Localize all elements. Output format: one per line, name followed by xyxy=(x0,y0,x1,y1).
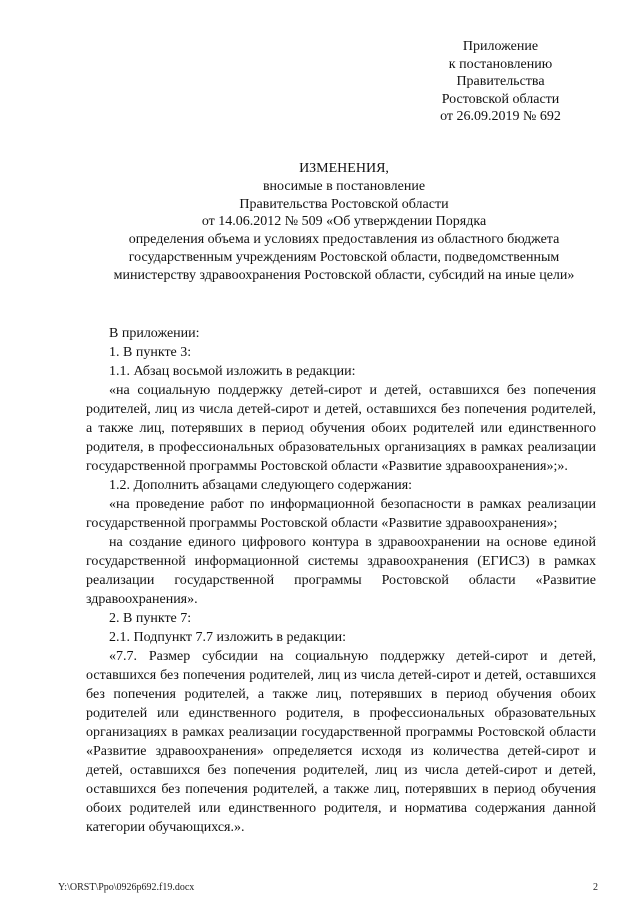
paragraph: 2.1. Подпункт 7.7 изложить в редакции: xyxy=(109,630,347,645)
paragraph: 2. В пункте 7: xyxy=(109,611,192,626)
page-number: 2 xyxy=(593,882,598,893)
paragraph: «на социальную поддержку детей-сирот и детей, оставшихся без попечения родителей, лиц из числа детей-сирот и детей, оставшихся без попечения родителей, а также лиц, потерявших в период обучения обоих родителей или единственного родителя, в профессиональных образовательных организациях в рамках реализации государственной программы Ростовской области «Развитие здравоохранения»;». xyxy=(86,383,596,474)
title-line: министерству здравоохранения Ростовской области, субсидий на иные цели» xyxy=(113,267,575,283)
title-heading: ИЗМЕНЕНИЯ, xyxy=(299,161,389,176)
paragraph: 1. В пункте 3: xyxy=(109,345,192,360)
paragraph: В приложении: xyxy=(109,326,200,341)
title-line: определения объема и условиях предоставления из областного бюджета xyxy=(128,232,560,248)
paragraph: на создание единого цифрового контура в здравоохранении на основе единой государственной информационной системы здравоохранения (ЕГИСЗ) в рамках реализации государственной программы Ростовской области «Развитие здравоохранения». xyxy=(86,535,596,607)
paragraph: 1.1. Абзац восьмой изложить в редакции: xyxy=(109,364,356,379)
title-line: Правительства Ростовской области xyxy=(239,196,449,212)
document-title xyxy=(60,160,628,285)
appendix-line: Приложение xyxy=(462,39,539,54)
paragraph: «7.7. Размер субсидии на социальную поддержку детей-сирот и детей, оставшихся без попечения родителей, лиц из числа детей-сирот и детей, оставшихся без попечения родителей, а также лиц, потерявших в период обучения обоих родителей или единственного родителя, в профессиональных образовательных организациях в рамках реализации государственной программы Ростовской области «Развитие здравоохранения» определяется исходя из количества детей-сирот и детей, оставшихся без попечения родителей, лиц из числа детей-сирот и детей, оставшихся без попечения родителей, а также лиц, потерявших в период обучения обоих родителей или единственного родителя, и норматива содержания данной категории обучающихся.». xyxy=(86,649,596,835)
title-line: государственным учреждениям Ростовской области, подведомственным xyxy=(128,249,560,265)
appendix-line: к постановлению xyxy=(448,56,553,72)
paragraph: «на проведение работ по информационной безопасности в рамках реализации государственной программы Ростовской области «Развитие здравоохранения»; xyxy=(86,497,596,531)
appendix-line: Ростовской области xyxy=(441,91,560,107)
appendix-line: от 26.09.2019 № 692 xyxy=(440,109,561,124)
paragraph: 1.2. Дополнить абзацами следующего содержания: xyxy=(109,478,413,493)
title-line: от 14.06.2012 № 509 «Об утверждении Порядка xyxy=(201,214,487,230)
appendix-header xyxy=(398,38,603,126)
appendix-line: Правительства xyxy=(456,74,545,89)
document-body xyxy=(86,324,596,837)
title-line: вносимые в постановление xyxy=(262,178,426,194)
file-path: Y:\ORST\Ppo\0926p692.f19.docx xyxy=(58,882,195,893)
